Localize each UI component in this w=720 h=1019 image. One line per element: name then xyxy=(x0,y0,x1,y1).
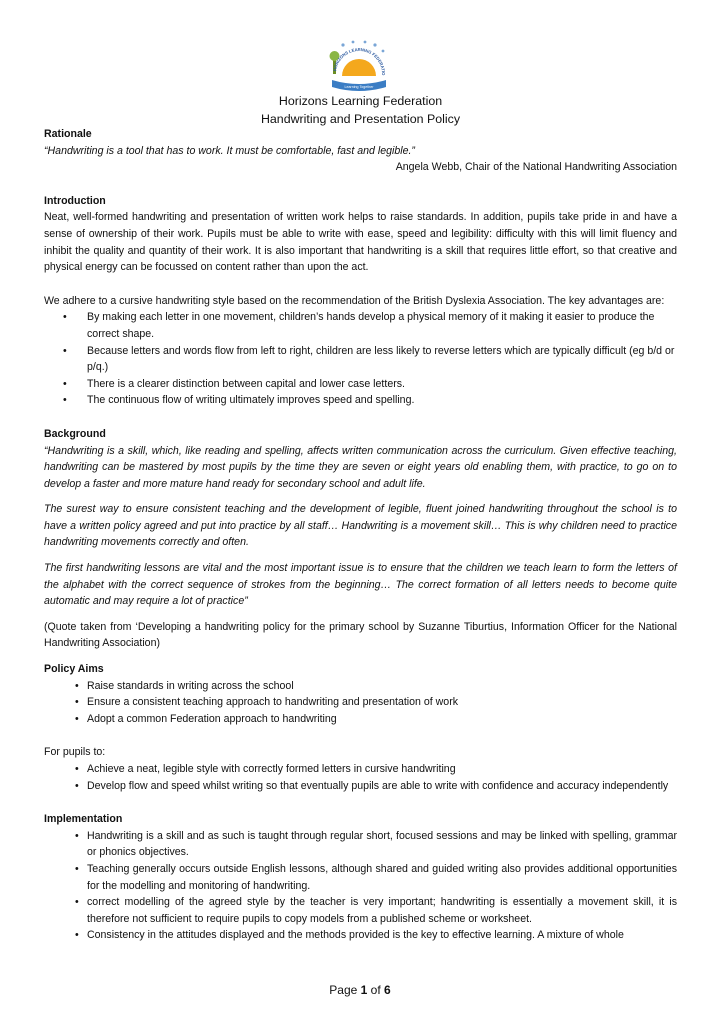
logo-arc-text: HORIZONS LEARNING FEDERATIO xyxy=(332,46,387,76)
page-label: Page xyxy=(329,983,358,997)
list-item: • Achieve a neat, legible style with correctly formed letters in cursive handwriting xyxy=(44,761,677,778)
page-total: 6 xyxy=(384,983,391,997)
implementation-heading: Implementation xyxy=(44,813,123,826)
list-item: • Develop flow and speed whilst writing so that eventually pupils are able to write with confidence and accuracy independently xyxy=(44,778,677,795)
rationale-heading: Rationale xyxy=(44,128,92,140)
background-quote-2: The surest way to ensure consistent teaching and the development of legible, fluent joined handwriting throughout the school is to have a written policy agreed and put into practice by all staff… Handwriting is a movement skill… This is why children need to practice handwriting movements correctly and often. xyxy=(44,503,677,549)
org-title: Horizons Learning Federation xyxy=(278,94,443,108)
list-item: • Because letters and words flow from left to right, children are less likely to reverse letters which are typically difficult (eg b/d or p/q.) xyxy=(44,343,677,376)
document-body xyxy=(44,126,677,944)
policy-aims-list xyxy=(44,678,677,728)
list-item: • Adopt a common Federation approach to handwriting xyxy=(44,711,677,728)
for-pupils-list xyxy=(44,761,677,794)
background-quote-3: The first handwriting lessons are vital and the most important issue is to ensure that the children we teach learn to form the letters of the alphabet with the correct sequence of strokes from the beginning… The correct formation of all letters needs to become quite automatic and may require a lot of practice” xyxy=(44,562,677,608)
introduction-para-1: Neat, well-formed handwriting and presentation of written work helps to raise standards. In addition, pupils take pride in and have a sense of ownership of their work. Pupils must be able to write with ease, speed and legibility: difficulty with this will limit fluency and inhibit the quality and quantity of their work. It is also important that handwriting is a skill that requires little effort, so that creative and physical energy can be focussed on content rather than upon the act. xyxy=(44,211,677,274)
list-item: • By making each letter in one movement, children’s hands develop a physical memory of it making it easier to produce the correct shape. xyxy=(44,309,677,342)
introduction-para-2: We adhere to a cursive handwriting style based on the recommendation of the British Dyslexia Association. The key advantages are: xyxy=(44,294,665,307)
logo-ribbon-text: Learning Together xyxy=(344,85,374,89)
list-item: • Ensure a consistent teaching approach to handwriting and presentation of work xyxy=(44,694,677,711)
list-item: • Consistency in the attitudes displayed and the methods provided is the key to effective learning. A mixture of whole xyxy=(44,927,677,944)
list-item: • Handwriting is a skill and as such is taught through regular short, focused sessions and may be linked with spelling, grammar or phonics objectives. xyxy=(44,828,677,861)
page-number: 1 xyxy=(360,983,368,997)
page-footer xyxy=(0,982,720,999)
list-item: • Teaching generally occurs outside English lessons, although shared and guided writing also provides additional opportunities for the modelling and monitoring of handwriting. xyxy=(44,861,677,894)
background-heading: Background xyxy=(44,427,106,440)
policy-aims-heading: Policy Aims xyxy=(44,663,104,676)
introduction-heading: Introduction xyxy=(44,194,106,207)
advantages-list xyxy=(44,309,677,409)
rationale-attribution: Angela Webb, Chair of the National Handwriting Association xyxy=(395,161,677,174)
of-label: of xyxy=(370,983,381,997)
doc-title: Handwriting and Presentation Policy xyxy=(260,112,461,126)
for-pupils-heading: For pupils to: xyxy=(44,746,106,759)
list-item: • correct modelling of the agreed style by the teacher is very important; handwriting is essentially a movement skill, it is therefore not sufficient to require pupils to copy models from a published scheme or worksheet. xyxy=(44,894,677,927)
list-item: • There is a clearer distinction between capital and lower case letters. xyxy=(44,376,677,393)
background-quote-1: “Handwriting is a skill, which, like reading and spelling, affects written communication across the curriculum. Given effective teaching, handwriting can be mastered by most pupils by the time they are seven or eight years old enabling them, with practice, to go on to develop a faster and more mature hand ready for secondary school and adult life. xyxy=(44,444,677,490)
implementation-list xyxy=(44,828,677,944)
list-item: • The continuous flow of writing ultimately improves speed and spelling. xyxy=(44,392,677,409)
federation-logo-icon xyxy=(326,40,392,98)
rationale-quote: “Handwriting is a tool that has to work. It must be comfortable, fast and legible.” xyxy=(44,144,415,157)
list-item: • Raise standards in writing across the school xyxy=(44,678,677,695)
background-source: (Quote taken from ‘Developing a handwriting policy for the primary school by Suzanne Tiburtius, Information Officer for the National Handwriting Association) xyxy=(44,620,677,650)
